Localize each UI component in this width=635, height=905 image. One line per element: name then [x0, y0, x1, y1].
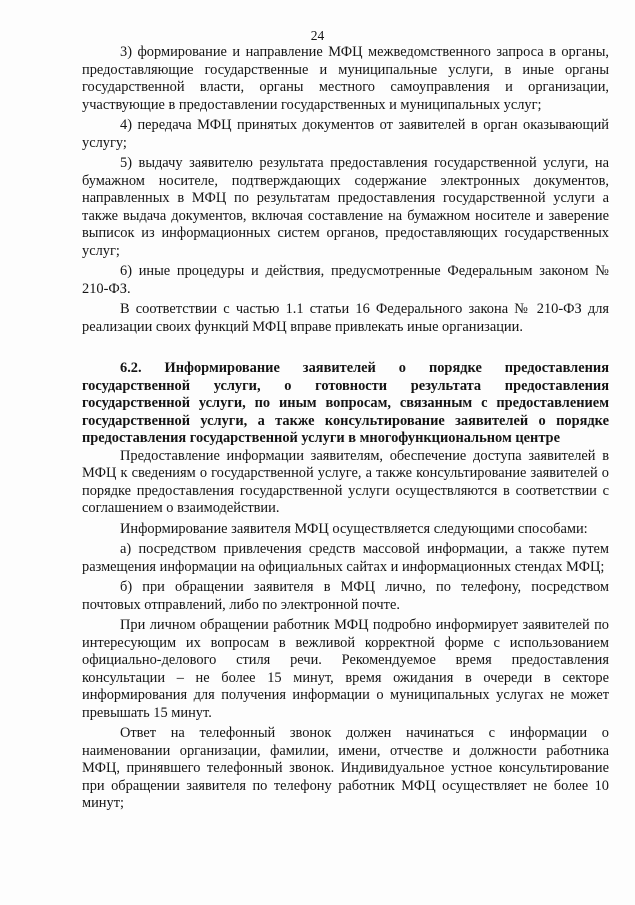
document-body — [82, 44, 609, 813]
paragraph: 6) иные процедуры и действия, предусмотренные Федеральным законом № 210-ФЗ. — [82, 263, 609, 297]
paragraph: Ответ на телефонный звонок должен начинаться с информации о наименовании организации, фамилии, имени, отчестве и должности работника МФЦ, принявшего телефонный звонок. Индивидуальное устное консультирование при обращении заявителя по телефону работник МФЦ осуществляет не более 10 минут; — [82, 725, 609, 811]
paragraph: 4) передача МФЦ принятых документов от заявителей в орган оказывающий услугу; — [82, 117, 609, 151]
paragraph: б) при обращении заявителя в МФЦ лично, по телефону, посредством почтовых отправлений, либо по электронной почте. — [82, 579, 609, 613]
paragraph: Предоставление информации заявителям, обеспечение доступа заявителей в МФЦ к сведениям о государственной услуге, а также консультирование заявителей о порядке предоставления государственной услуги осуществляются в соответствии с соглашением о взаимодействии. — [82, 447, 609, 516]
paragraph: 5) выдачу заявителю результата предоставления государственной услуги, на бумажном носителе, подтверждающих содержание электронных документов, направленных в МФЦ по результатам предоставления государственной услуги а также выдача документов, включая составление на бумажном носителе и заверение выписок из информационных систем органов, предоставляющих государственных услуг; — [82, 155, 609, 259]
section-heading: 6.2. Информирование заявителей о порядке предоставления государственной услуги, о готовности результата предоставления государственной услуги, по иным вопросам, связанным с предоставлением государственной услуги, а также консультирование заявителей о порядке предоставления государственной услуги в многофункциональном центре — [82, 360, 609, 446]
paragraph: 3) формирование и направление МФЦ межведомственного запроса в органы, предоставляющие государственные и муниципальные услуги, в иные органы государственной власти, органы местного самоуправления и организации, участвующие в предоставлении государственных и муниципальных услуг; — [82, 44, 609, 113]
paragraph: Информирование заявителя МФЦ осуществляется следующими способами: — [120, 520, 588, 537]
paragraph: а) посредством привлечения средств массовой информации, а также путем размещения информации на официальных сайтах и информационных стендах МФЦ; — [82, 541, 609, 575]
paragraph: В соответствии с частью 1.1 статьи 16 Федерального закона № 210-ФЗ для реализации своих функций МФЦ вправе привлекать иные организации. — [82, 301, 609, 335]
page-number: 24 — [310, 28, 325, 43]
paragraph: При личном обращении работник МФЦ подробно информирует заявителей по интересующим их вопросам в вежливой корректной форме с использованием официально-делового стиля речи. Рекомендуемое время предоставления консультации – не более 15 минут, время ожидания в очереди в секторе информирования для получения информации о муниципальных услугах не может превышать 15 минут. — [82, 617, 609, 721]
